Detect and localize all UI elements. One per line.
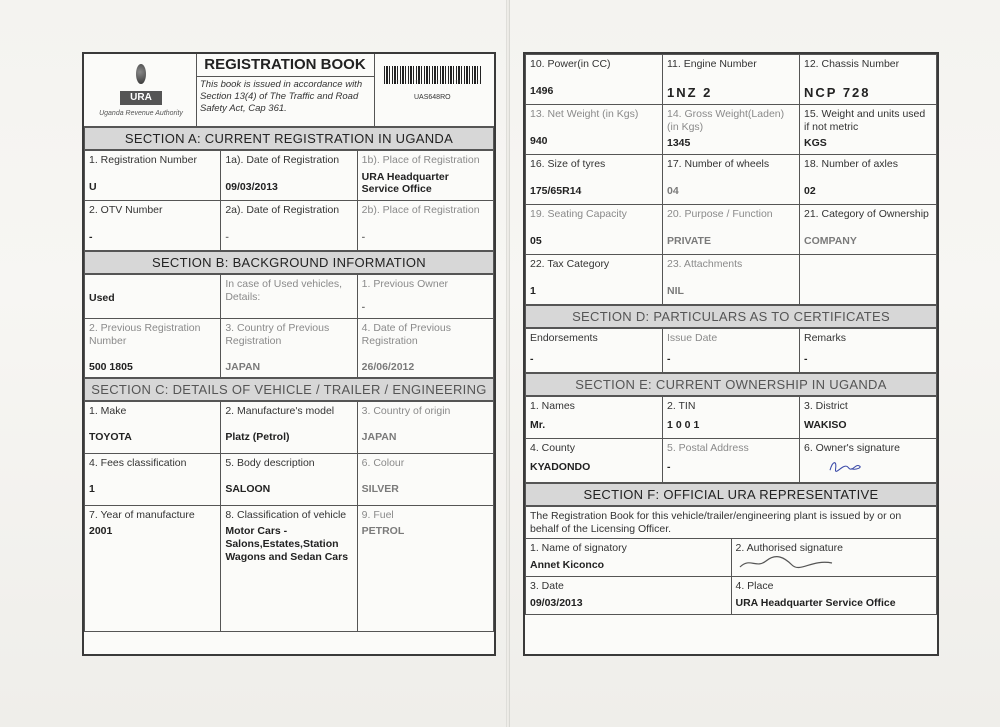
section-d-title: SECTION D: PARTICULARS AS TO CERTIFICATES (525, 305, 937, 328)
country-prev-cell: 3. Country of Previous Registration JAPAN (221, 319, 357, 378)
auth-signature-cell: 2. Authorised signature (731, 539, 937, 577)
section-d-table (525, 328, 937, 373)
wheels-cell: 17. Number of wheels 04 (663, 155, 800, 205)
licensing-note-cell: The Registration Book for this vehicle/trailer/engineering plant is issued by or on behalf of the Licensing Officer. (526, 507, 937, 539)
district-cell: 3. District WAKISO (800, 397, 937, 439)
left-form (82, 52, 496, 656)
fees-cell: 4. Fees classification 1 (85, 453, 221, 505)
place-cell: 4. Place URA Headquarter Service Office (731, 577, 937, 615)
units-cell: 15. Weight and units used if not metric KGS (800, 105, 937, 155)
ura-logo (84, 54, 197, 126)
section-a-title: SECTION A: CURRENT REGISTRATION IN UGANDA (84, 127, 494, 150)
reg-number-cell: 1. Registration Number U (85, 151, 221, 201)
section-f-title: SECTION F: OFFICIAL URA REPRESENTATIVE (525, 483, 937, 506)
engine-cell: 11. Engine Number 1NZ 2 (663, 55, 800, 105)
owner-signature-cell: 6. Owner's signature (800, 439, 937, 483)
ura-logo-abbr: URA (120, 91, 162, 105)
otv-cell: 2. OTV Number - (85, 201, 221, 251)
endorse-cell: Endorsements - (526, 329, 663, 373)
section-e-title: SECTION E: CURRENT OWNERSHIP IN UGANDA (525, 373, 937, 396)
ura-emblem-icon (136, 64, 146, 84)
remarks-cell: Remarks - (800, 329, 937, 373)
ownership-category-cell: 21. Category of Ownership COMPANY (800, 205, 937, 255)
signatory-cell: 1. Name of signatory Annet Kiconco (526, 539, 732, 577)
tax-cell: 22. Tax Category 1 (526, 255, 663, 305)
section-c-continued-table (525, 54, 937, 305)
names-cell: 1. Names Mr. (526, 397, 663, 439)
date-reg-cell: 1a). Date of Registration 09/03/2013 (221, 151, 357, 201)
right-form (523, 52, 939, 656)
tin-cell: 2. TIN 1001 (663, 397, 800, 439)
date-prev-cell: 4. Date of Previous Registration 26/06/2012 (357, 319, 493, 378)
gross-weight-cell: 14. Gross Weight(Laden)(in Kgs) 1345 (663, 105, 800, 155)
colour-cell: 6. Colour SILVER (357, 453, 493, 505)
county-cell: 4. County KYADONDO (526, 439, 663, 483)
date-reg2-cell: 2a). Date of Registration - (221, 201, 357, 251)
place-reg2-cell: 2b). Place of Registration - (357, 201, 493, 251)
fuel-cell: 9. Fuel PETROL (357, 505, 493, 631)
authorised-signature-icon (736, 555, 856, 571)
prev-reg-cell: 2. Previous Registration Number 500 1805 (85, 319, 221, 378)
owner-signature-icon (804, 459, 884, 473)
section-c-table (84, 401, 494, 632)
attachments-cell: 23. Attachments NIL (663, 255, 800, 305)
axles-cell: 18. Number of axles 02 (800, 155, 937, 205)
used-details-cell: In case of Used vehicles, Details: (221, 275, 357, 319)
purpose-cell: 20. Purpose / Function PRIVATE (663, 205, 800, 255)
section-e-table (525, 396, 937, 483)
body-cell: 5. Body description SALOON (221, 453, 357, 505)
barcode-number: UAS648RO (414, 94, 451, 101)
ura-logo-name: Uganda Revenue Authority (99, 110, 183, 117)
page-title: REGISTRATION BOOK (196, 54, 375, 77)
issuance-note: This book is issued in accordance with Section 13(4) of The Traffic and Road Safety Act, Cap 361. (200, 79, 363, 114)
year-cell: 7. Year of manufacture 2001 (85, 505, 221, 631)
book-fold (506, 0, 510, 727)
section-c-title: SECTION C: DETAILS OF VEHICLE / TRAILER / ENGINEERING (84, 378, 494, 401)
origin-cell: 3. Country of origin JAPAN (357, 401, 493, 453)
make-cell: 1. Make TOYOTA (85, 401, 221, 453)
empty-cell (800, 255, 937, 305)
barcode-icon (384, 66, 482, 84)
class-cell: 8. Classification of vehicle Motor Cars - Salons,Estates,Station Wagons and Sedan Cars (221, 505, 357, 631)
chassis-cell: 12. Chassis Number NCP 728 (800, 55, 937, 105)
status-cell: Used (85, 275, 221, 319)
postal-cell: 5. Postal Address - (663, 439, 800, 483)
power-cell: 10. Power(in CC) 1496 (526, 55, 663, 105)
section-f-table (525, 506, 937, 615)
section-a-table (84, 150, 494, 251)
model-cell: 2. Manufacture's model Platz (Petrol) (221, 401, 357, 453)
net-weight-cell: 13. Net Weight (in Kgs) 940 (526, 105, 663, 155)
seating-cell: 19. Seating Capacity 05 (526, 205, 663, 255)
date-cell: 3. Date 09/03/2013 (526, 577, 732, 615)
form-header (84, 54, 494, 127)
issue-date-cell: Issue Date - (663, 329, 800, 373)
tyres-cell: 16. Size of tyres 175/65R14 (526, 155, 663, 205)
section-b-title: SECTION B: BACKGROUND INFORMATION (84, 251, 494, 274)
prev-owner-cell: 1. Previous Owner - (357, 275, 493, 319)
section-b-table (84, 274, 494, 378)
place-reg-cell: 1b). Place of Registration URA Headquarter Service Office (357, 151, 493, 201)
